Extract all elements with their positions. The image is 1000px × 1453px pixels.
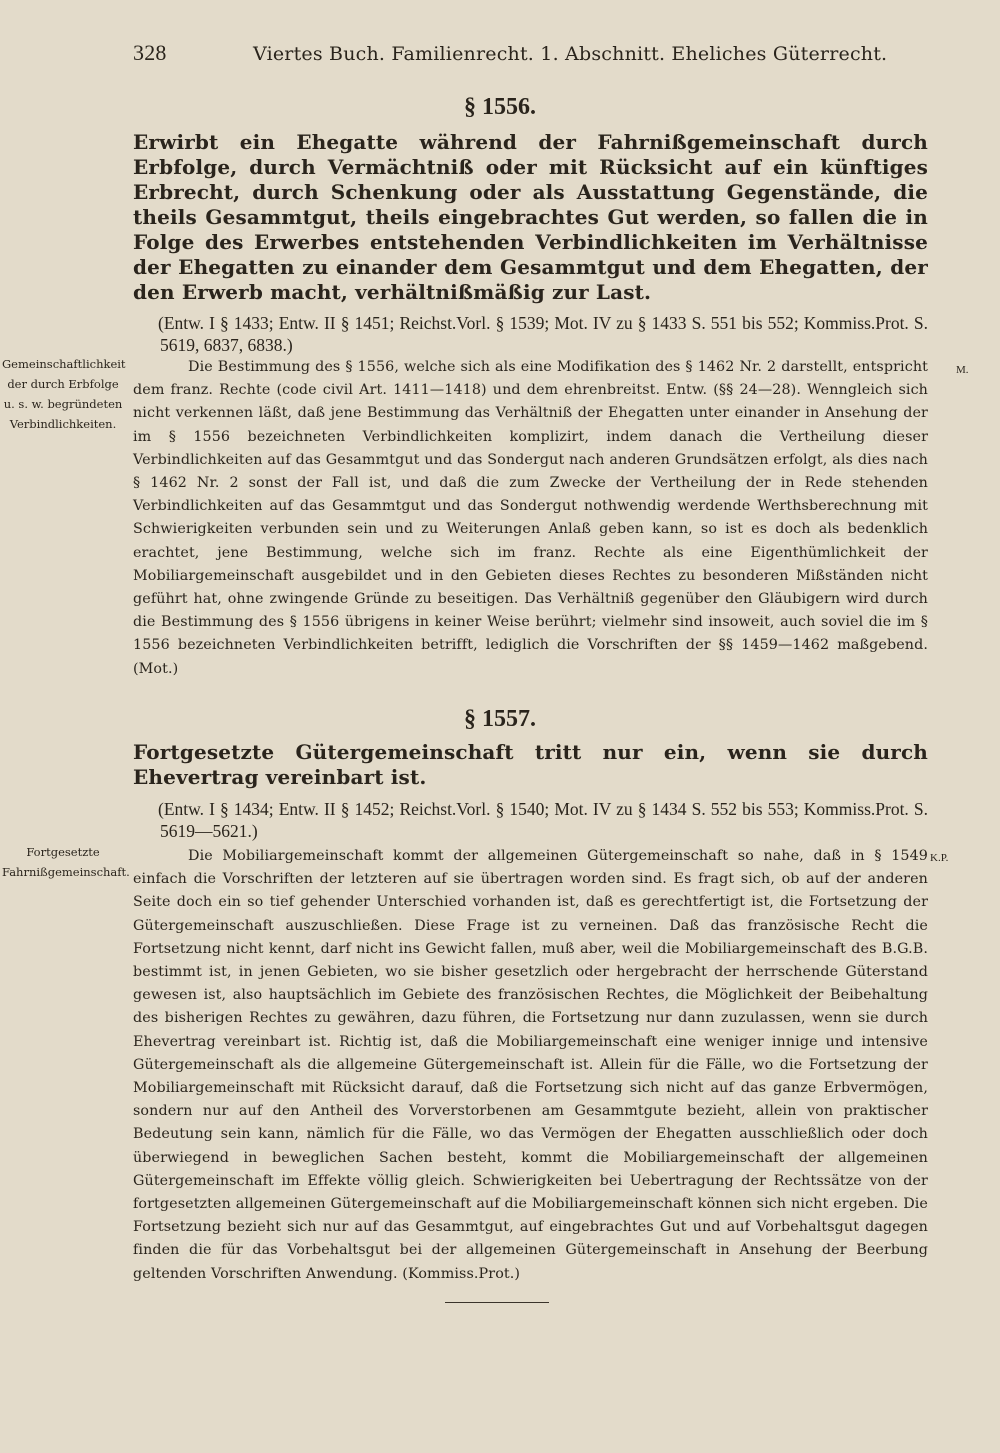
- references-1557: (Entw. I § 1434; Entw. II § 1452; Reichst.Vorl. § 1540; Mot. IV zu § 1434 S. 552 bis 553; Kommiss.Prot. S. 5619—5621.): [158, 799, 928, 841]
- running-header: [133, 40, 928, 66]
- law-text-1556: Erwirbt ein Ehegatte während der Fahrnißgemeinschaft durch Erbfolge, durch Vermächtniß oder mit Rücksicht auf ein künftiges Erbrecht, durch Schenkung oder als Ausstattung Gegenstände, die theils Gesammtgut, theils eingebrachtes Gut werden, so fallen die in Folge des Erwerbes entstehenden Verbindlichkeiten im Verhältnisse der Ehegatten zu einander dem Gesammtgut und dem Ehegatten, der den Erwerb macht, verhältnißmäßig zur Last.: [133, 130, 928, 304]
- references-1556: (Entw. I § 1433; Entw. II § 1451; Reichst.Vorl. § 1539; Mot. IV zu § 1433 S. 551 bis 552; Kommiss.Prot. S. 5619, 6837, 6838.): [158, 313, 928, 355]
- law-text-1557: Fortgesetzte Gütergemeinschaft tritt nur ein, wenn sie durch Ehevertrag vereinbart ist.: [133, 740, 928, 789]
- section-heading-1557: § 1557.: [464, 706, 536, 732]
- page-number: 328: [133, 40, 167, 65]
- running-title: Viertes Buch. Familienrecht. 1. Abschnitt. Eheliches Güterrecht.: [253, 43, 888, 65]
- margin-note-1557: Fortgesetzte Fahrnißgemeinschaft.: [2, 845, 130, 879]
- section-heading-1556: § 1556.: [464, 94, 536, 120]
- commentary-1556: Die Bestimmung des § 1556, welche sich als eine Modifikation des § 1462 Nr. 2 darstellt, entspricht dem franz. Rechte (code civil Art. 1411—1418) und dem ehrenbreitst. Entw. (§§ 24—28). Wenngleich sich nicht verkennen läßt, daß jene Bestimmung das Verhältniß der Ehegatten unter einander in Ansehung der im § 1556 bezeichneten Verbindlichkeiten komplizirt, indem danach die Vertheilung dieser Verbindlichkeiten auf das Gesammtgut und das Sondergut nach anderen Grundsätzen erfolgt, als dies nach § 1462 Nr. 2 sonst der Fall ist, und daß die zum Zwecke der Vertheilung der in Rede stehenden Verbindlichkeiten auf das Gesammtgut und das Sondergut nothwendig werdende Werthsberechnung mit Schwierigkeiten verbunden sein und zu Weiterungen Anlaß geben kann, so ist es doch als bedenklich erachtet, jene Bestimmung, welche sich im franz. Rechte als eine Eigenthümlichkeit der Mobiliargemeinschaft ausgebildet und in den Gebieten dieses Rechtes zu besonderen Mißständen nicht geführt hat, ohne zwingende Gründe zu beseitigen. Das Verhältniß gegenüber den Gläubigern wird durch die Bestimmung des § 1556 übrigens in keiner Weise berührt; vielmehr sind insoweit, auch soviel die im § 1556 bezeichneten Verbindlichkeiten betrifft, lediglich die Vorschriften der §§ 1459—1462 maßgebend. (Mot.): [133, 359, 928, 677]
- margin-note-1556: Gemeinschaftlichkeit der durch Erbfolge u. s. w. begründeten Verbindlichkeiten.: [2, 357, 126, 431]
- commentary-1557: Die Mobiliargemeinschaft kommt der allgemeinen Gütergemeinschaft so nahe, daß in § 1549 einfach die Vorschriften der letzteren auf sie übertragen worden sind. Es fragt sich, ob auf der anderen Seite doch ein so tief gehender Unterschied vorhanden ist, daß es gerechtfertigt ist, die Fortsetzung der Gütergemeinschaft auszuschließen. Diese Frage ist zu verneinen. Daß das französische Recht die Fortsetzung nicht kennt, darf nicht ins Gewicht fallen, muß aber, weil die Mobiliargemeinschaft des B.G.B. bestimmt ist, in jenen Gebieten, wo sie bisher gesetzlich oder hergebracht der herrschende Güterstand gewesen ist, also hauptsächlich im Gebiete des französischen Rechtes, die Möglichkeit der Beibehaltung des bisherigen Rechtes zu gewähren, dazu führen, die Fortsetzung nur dann zuzulassen, wenn sie durch Ehevertrag vereinbart ist. Richtig ist, daß die Mobiliargemeinschaft eine weniger innige und intensive Gütergemeinschaft als die allgemeine Gütergemeinschaft ist. Allein für die Fälle, wo die Fortsetzung der Mobiliargemeinschaft mit Rücksicht darauf, daß die Fortsetzung sich nicht auf das ganze Erbvermögen, sondern nur auf den Antheil des Vorverstorbenen am Gesammtgute bezieht, allein von praktischer Bedeutung sein kann, nämlich für die Fälle, wo das Vermögen der Ehegatten ausschließlich oder doch überwiegend in beweglichen Sachen besteht, kommt die Mobiliargemeinschaft der allgemeinen Gütergemeinschaft im Effekte völlig gleich. Schwierigkeiten bei Uebertragung der Rechtssätze von der fortgesetzten allgemeinen Gütergemeinschaft auf die Mobiliargemeinschaft können sich nicht ergeben. Die Fortsetzung bezieht sich nur auf das Gesammtgut, auf eingebrachtes Gut und auf Vorbehaltsgut dagegen finden die für das Vorbehaltsgut bei der allgemeinen Gütergemeinschaft in Ansehung der Beerbung geltenden Vorschriften Anwendung. (Kommiss.Prot.): [133, 848, 928, 1282]
- source-mark-1556: M.: [956, 364, 969, 376]
- source-mark-1557: K.P.: [930, 852, 949, 864]
- end-rule-divider: [445, 1302, 549, 1303]
